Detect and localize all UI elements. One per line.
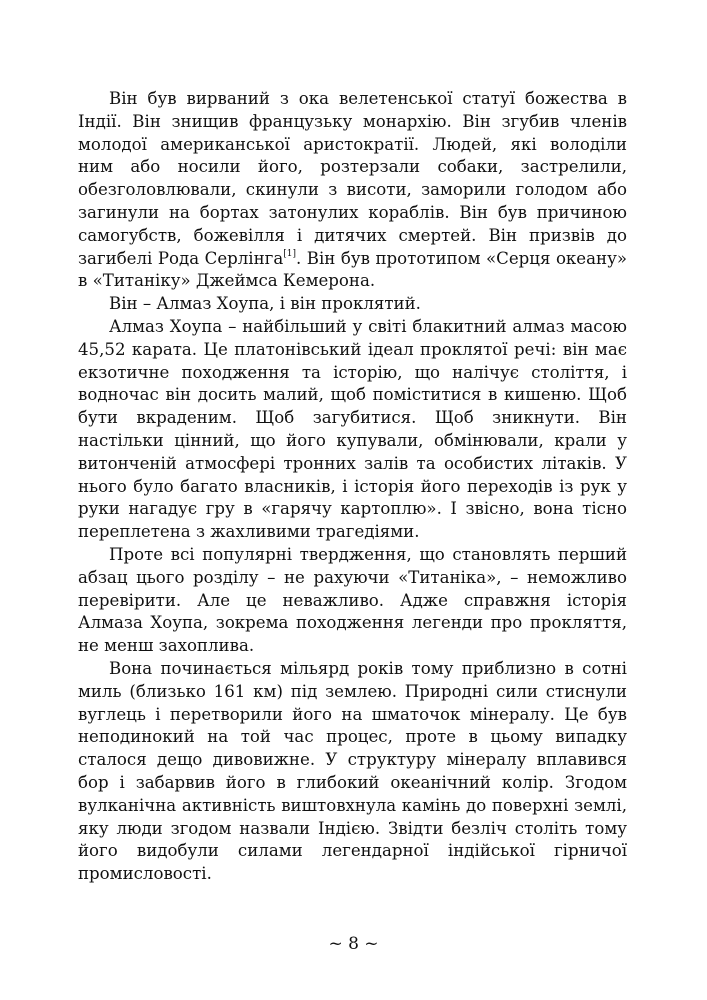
footnote-link[interactable]: [1] bbox=[283, 249, 297, 260]
page-number: ~ 8 ~ bbox=[328, 934, 379, 954]
paragraph: Він – Алмаз Хоупа, і він проклятий. bbox=[109, 294, 421, 314]
paragraph: Вона починається мільярд років тому приблизно в сотні миль (близько 161 км) під землею. Природні сили стиснули вуглець і перетворили його на шматочок мінералу. Це був неподинокий на той час процес, проте в цьому випадку сталося дещо дивовижне. У структуру мінералу вплавився бор і забарвив його в глибокий океанічний колір. Згодом вулканічна активність виштовхнула камінь до поверхні землі, яку люди згодом назвали Індією. Звідти безліч століть тому його видобули силами легендарної індійської гірничої промисловості. bbox=[78, 658, 627, 884]
paragraph-text: . Він був прототипом «Серця океану» в «Титаніку» Джеймса Кемерона. bbox=[78, 248, 627, 291]
paragraph: Проте всі популярні твердження, що становлять перший абзац цього розділу – не рахуючи «Титаніка», – неможливо перевірити. Але це неважливо. Адже справжня історія Алмаза Хоупа, зокрема походження легенди про прокляття, не менш захоплива. bbox=[78, 544, 627, 656]
body-text bbox=[78, 88, 627, 886]
paragraph bbox=[78, 88, 627, 293]
paragraph: Алмаз Хоупа – найбільший у світі блакитний алмаз масою 45,52 карата. Це платонівський ідеал проклятої речі: він має екзотичне походження та історію, що налічує століття, і водночас він досить малий, щоб поміститися в кишеню. Щоб бути вкраденим. Щоб загубитися. Щоб зникнути. Він настільки цінний, що його купували, обмінювали, крали у витонченій атмосфері тронних залів та особистих літаків. У нього було багато власників, і історія його переходів із рук у руки нагадує гру в «гарячу картоплю». І звісно, вона тісно переплетена з жахливими трагедіями. bbox=[78, 316, 627, 542]
paragraph-text: Він був вирваний з ока велетенської статуї божества в Індії. Він знищив французьку монархію. Він згубив членів молодої американської аристократії. Людей, які володіли ним або носили його, розтерзали собаки, застрелили, обезголовлювали, скинули з висоти, заморили голодом або загинули на бортах затонулих кораблів. Він був причиною самогубств, божевілля і дитячих смертей. Він призвів до загибелі Рода Серлінга bbox=[78, 89, 627, 268]
